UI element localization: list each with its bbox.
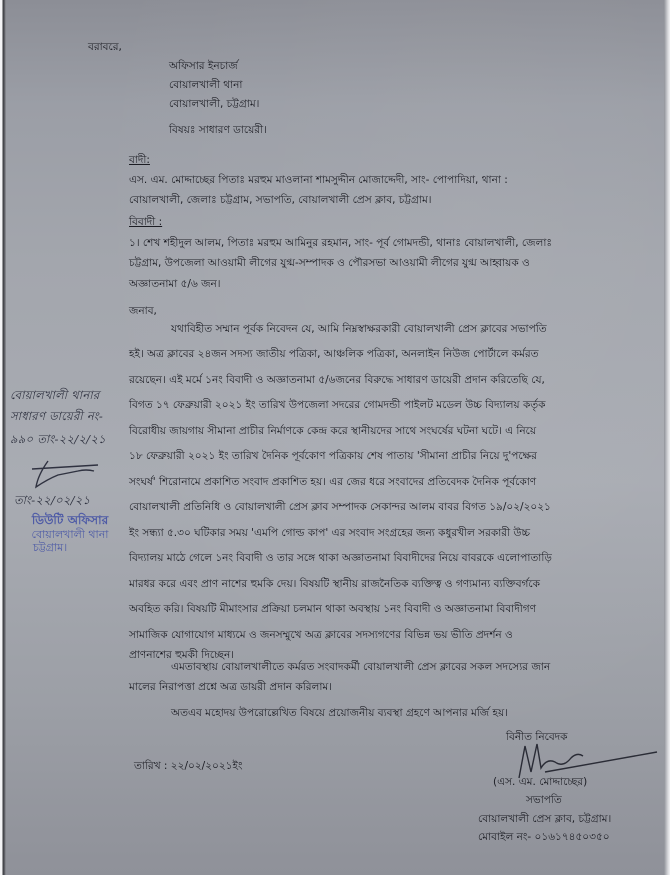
p1-line: বিরোধীয় জায়গায় সীমানা প্রাচীর নির্মাণকে কেন্দ্র করে স্থানীয়দের সাথে সংঘর্ষের ঘটনা ঘটে। এ নিয়ে [129, 425, 537, 437]
recipient-line-3: বোয়ালখালী, চট্টগ্রাম। [169, 98, 260, 110]
greeting: জনাব, [129, 305, 157, 317]
signer-name: (এস. এম. মোদ্দাচ্ছের) [493, 776, 588, 788]
handwritten-line-3: ৯৯০ তাং-২২/২/২১ [10, 432, 106, 446]
recipient-line-2: বোয়ালখালী থানা [169, 79, 243, 91]
p1-line: প্রাণনাশের হুমকী দিচ্ছেন। [129, 649, 235, 661]
closing-request: অতএব মহোদয় উপরোল্লেখিত বিষয়ে প্রয়োজনীয় ব্যবস্থা গ্রহণে আপনার মর্জি হয়। [171, 707, 508, 719]
stamp-line-2: বোয়ালখালী থানা [31, 528, 109, 541]
stamp-line-3: চট্টগ্রাম। [32, 541, 68, 554]
p1-line: বোয়ালখালী প্রতিনিধি ও বোয়ালখালী প্রেস ক্লাব সম্পাদক সেকান্দর আলম বাবর বিগত ১৯/০২/২০২১ [129, 501, 551, 513]
p2-line: এমতাবস্থায় বোয়ালখালীতে কর্মরত সংবাদকর্মী বোয়ালখালী প্রেস ক্লাবের সকল সদস্যের জান [171, 661, 551, 673]
accused-line-1: ১। শেখ শহীদুল আলম, পিতাঃ মরহুম আমিনুর রহমান, সাং- পূর্ব গোমদন্ডী, থানাঃ বোয়ালখালী, জেলাঃ [129, 237, 553, 249]
salutation-to: বরাবরে, [88, 41, 122, 53]
photo-right-edge [664, 0, 670, 875]
signer-organization: বোয়ালখালী প্রেস ক্লাব, চট্টগ্রাম। [478, 813, 612, 825]
signer-mobile: মোবাইল নং- ০১৬১৭৪৫০৩৫০ [478, 831, 610, 843]
p2-line: মালের নিরাপত্তা প্রশ্নে অত্র ডায়রী প্রদান করিলাম। [129, 681, 332, 693]
recipient-line-1: অফিসার ইনচার্জ [169, 60, 238, 72]
officer-signature-icon [28, 455, 108, 491]
date-line: তারিখ : ২২/০২/২০২১ইং [134, 760, 243, 772]
p1-line: হই। অত্র ক্লাবের ২৪জন সদস্য জাতীয় পত্রিকা, আঞ্চলিক পত্রিকা, অনলাইন নিউজ পোর্টালে কর্মরত [129, 348, 539, 360]
complainant-line-1: এস. এম. মোদ্দাচ্ছের পিতাঃ মরহুম মাওলানা শামসুদ্দীন মোজাদ্দেদী, সাং- পোপাদিয়া, থানা : [129, 174, 508, 186]
p1-line: সামাজিক যোগাযোগ মাধ্যমে ও জনসম্মুখে অত্র ক্লাবের সদস্যগণের বিভিন্ন ভয় ভীতি প্রদর্শন ও [129, 629, 513, 641]
stamp-line-1: ডিউটি অফিসার [31, 513, 109, 527]
accused-line-2: চট্টগ্রাম, উপজেলা আওয়ামী লীগের যুগ্ম-সম্পাদক ও পৌরসভা আওয়ামী লীগের যুগ্ম আহ্বায়ক ও [129, 257, 530, 269]
complainant-heading: বাদী: [129, 154, 150, 166]
letter-page [6, 0, 664, 875]
accused-line-3: অজ্ঞাতনামা ৫/৬ জন। [129, 278, 221, 290]
p1-line: সংঘর্ষ' শিরোনামে প্রকাশিত সংবাদ প্রকাশিত হয়। এর জের ধরে সংবাদের প্রতিবেদক দৈনিক পূর্বকোণ [129, 476, 537, 488]
complainant-line-2: বোয়ালখালী, জেলাঃ চট্টগ্রাম, সভাপতি, বোয়ালখালী প্রেস ক্লাব, চট্টগ্রাম। [129, 194, 432, 206]
handwritten-line-2: সাধারণ ডায়েরী নং- [10, 409, 104, 423]
handwritten-date: তাং-২২/০২/২১ [14, 493, 91, 507]
handwritten-line-1: বোয়ালখালী থানার [10, 388, 100, 402]
signer-title: সভাপতি [526, 794, 562, 806]
p1-line: ইং সন্ধ্যা ৫.৩০ ঘটিকার সময় 'এমপি গোল্ড কাপ' এর সংবাদ সংগ্রহের জন্য কধুরখীল সরকারী উচ্চ [129, 527, 531, 539]
signature-scribble-icon [511, 738, 661, 780]
p1-line: ১৮ ফেব্রুয়ারী ২০২১ ইং তারিখ দৈনিক পূর্বকোণ পত্রিকায় শেষ পাতায় 'সীমানা প্রাচীর নিয়ে দু'পক্ষের [129, 450, 537, 462]
p1-line: অবহিত করি। বিষয়টি মীমাংসার প্রক্রিয়া চলমান থাকা অবস্থায় ১নং বিবাদী ও অজ্ঞাতনামা বিবাদীগণ [129, 603, 536, 615]
p1-line: রয়েছেন। এই মর্মে ১নং বিবাদী ও অজ্ঞাতনামা ৫/৬জনের বিরুদ্ধে সাধারণ ডায়েরী প্রদান করিতেছি যে, [129, 374, 545, 386]
p1-line: যথাবিহীত সম্মান পূর্বক নিবেদন যে, আমি নিম্নস্বাক্ষরকারী বোয়ালখালী প্রেস ক্লাবের সভাপতি [171, 323, 547, 335]
sign-off: বিনীত নিবেদক [506, 731, 568, 743]
p1-line: বিগত ১৭ ফেব্রুয়ারী ২০২১ ইং তারিখ উপজেলা সদরের গোমদন্ডী পাইলট মডেল উচ্চ বিদ্যালয় কর্তৃক [129, 399, 546, 411]
p1-line: মারধর করে এবং প্রাণ নাশের হুমকি দেয়। বিষয়টি স্থানীয় রাজনৈতিক ব্যক্তিত্ব ও গণ্যমান্য ব্যক্তিবর্গকে [129, 578, 540, 590]
subject-line: বিষয়ঃ সাধারণ ডায়েরী। [169, 124, 267, 136]
accused-heading: বিবাদী : [129, 216, 163, 228]
p1-line: বিদ্যালয় মাঠে গেলে ১নং বিবাদী ও তার সঙ্গে থাকা অজ্ঞাতনামা বিবাদীদের নিয়ে বাবরকে এলোপাতাড়ি [129, 552, 552, 564]
